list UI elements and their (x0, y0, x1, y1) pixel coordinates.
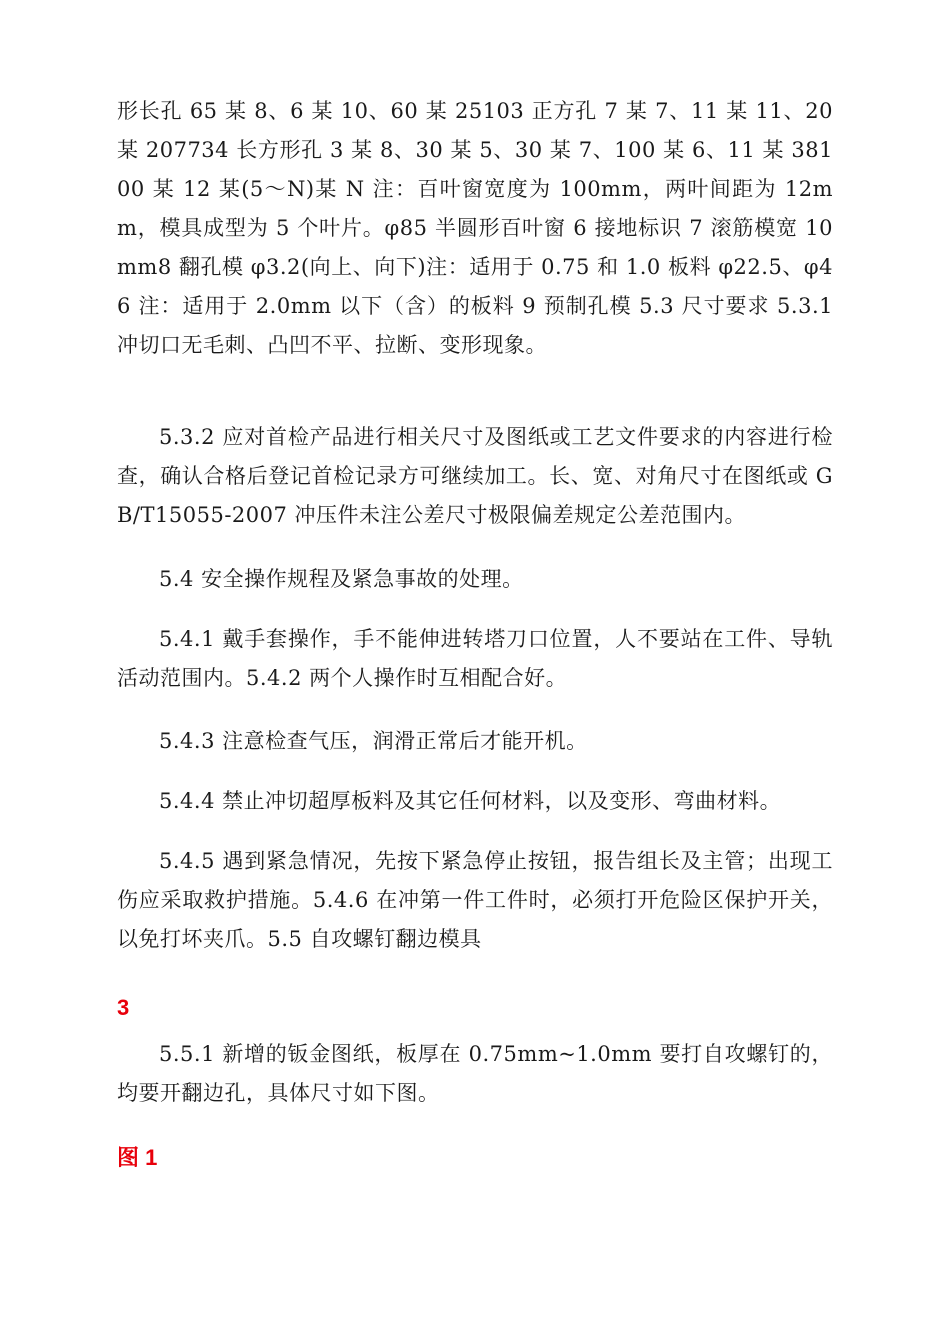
paragraph-die-specs: 形长孔 65 某 8、6 某 10、60 某 25103 正方孔 7 某 7、11 某 11、20 某 207734 长方形孔 3 某 8、30 某 5、30 某 7、100 某 6、11 某 38100 某 12 某(5～N)某 N 注：百叶窗宽度为 100mm，两叶间距为 12mm，模具成型为 5 个叶片。φ85 半圆形百叶窗 6 接地标识 7 滚筋模宽 10mm8 翻孔模 φ3.2(向上、向下)注：适用于 0.75 和 1.0 板料 φ22.5、φ46 注：适用于 2.0mm 以下（含）的板料 9 预制孔模 5.3 尺寸要求 5.3.1 冲切口无毛刺、凸凹不平、拉断、变形现象。 (117, 99, 841, 357)
paragraph-first-inspection: 5.3.2 应对首检产品进行相关尺寸及图纸或工艺文件要求的内容进行检查，确认合格后登记首检记录方可继续加工。长、宽、对角尺寸在图纸或 GB/T15055-2007 冲压件未注公差尺寸极限偏差规定公差范围内。 (117, 425, 833, 527)
figure-label: 图 1 (117, 1145, 158, 1170)
paragraph-prohibit-thick: 5.4.4 禁止冲切超厚板料及其它任何材料，以及变形、弯曲材料。 (159, 789, 782, 813)
paragraph-self-tapping: 5.5.1 新增的钣金图纸，板厚在 0.75mm~1.0mm 要打自攻螺钉的，均要开翻边孔，具体尺寸如下图。 (117, 1042, 833, 1105)
red-label-3: 3 (117, 995, 130, 1020)
paragraph-emergency: 5.4.5 遇到紧急情况，先按下紧急停止按钮，报告组长及主管；出现工伤应采取救护措施。5.4.6 在冲第一件工件时，必须打开危险区保护开关，以免打坏夹爪。5.5 自攻螺钉翻边模具 (117, 849, 833, 951)
paragraph-air-pressure: 5.4.3 注意检查气压，润滑正常后才能开机。 (159, 729, 588, 753)
paragraph-gloves-rule: 5.4.1 戴手套操作，手不能伸进转塔刀口位置，人不要站在工件、导轨活动范围内。5.4.2 两个人操作时互相配合好。 (117, 627, 833, 690)
paragraph-safety-heading: 5.4 安全操作规程及紧急事故的处理。 (159, 567, 524, 591)
